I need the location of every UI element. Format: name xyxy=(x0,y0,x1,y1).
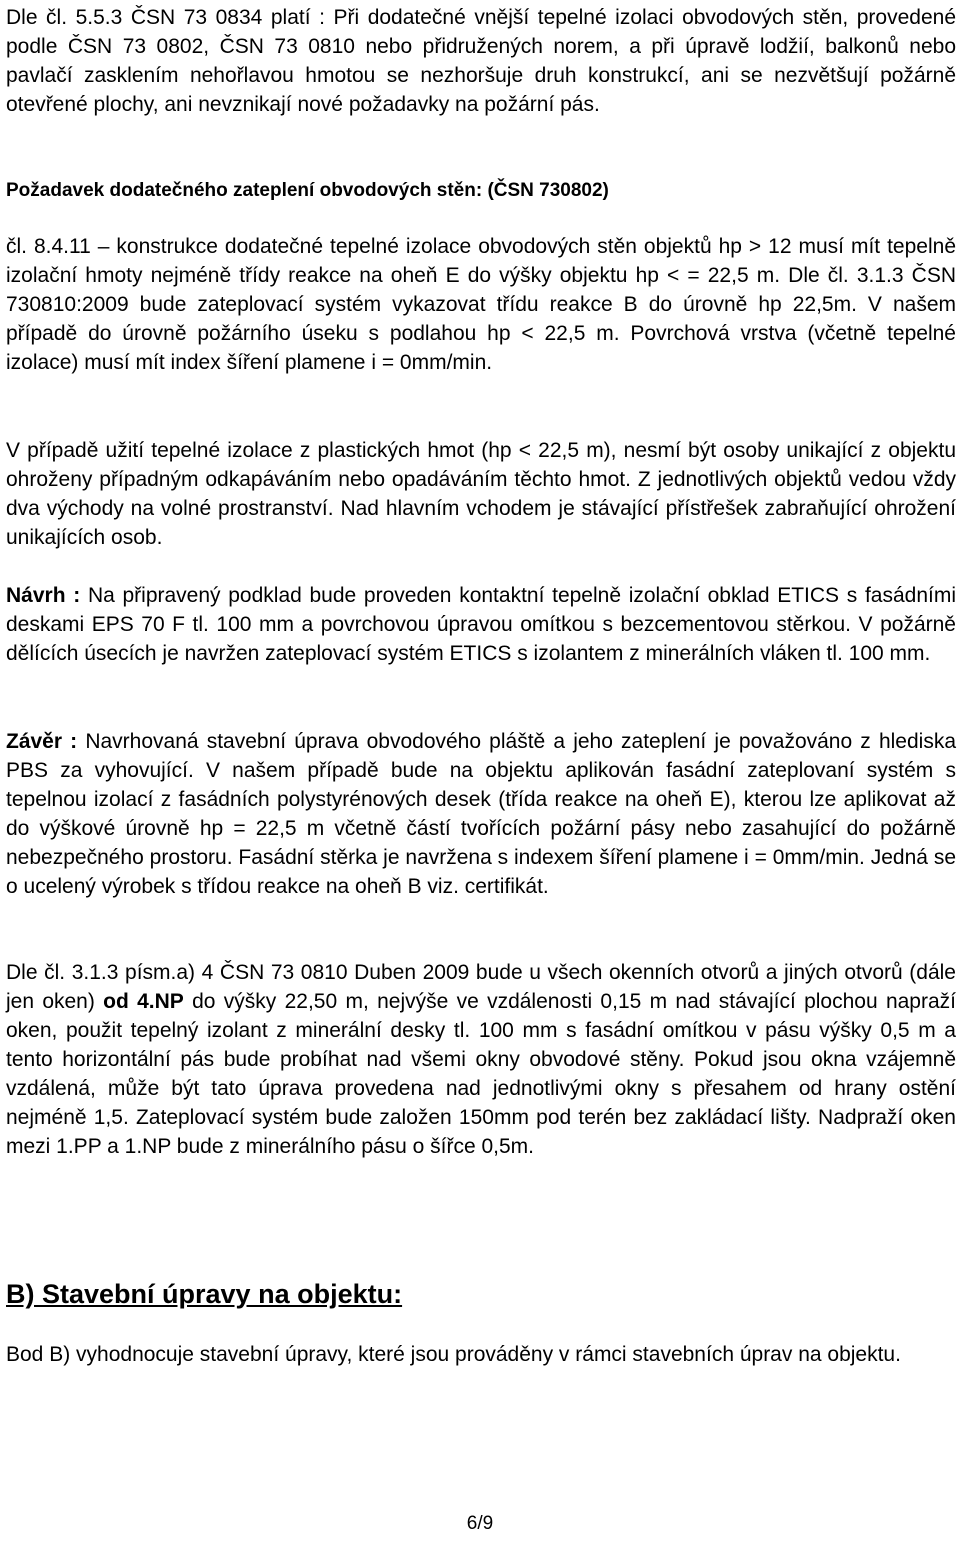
zaver-label: Závěr : xyxy=(6,730,78,753)
page-number: 6/9 xyxy=(466,1513,494,1534)
navrh-text: Na připravený podklad bude proveden kontaktní tepelně izolační obklad ETICS s fasádními deskami EPS 70 F tl. 100 mm a povrchovou úpravou omítkou s bezcementovou stěrkou. V požárně dělících úsecích je navržen zateplovací systém ETICS s izolantem z minerálních vláken tl. 100 mm. xyxy=(6,584,957,665)
paragraph-csn-730834: Dle čl. 5.5.3 ČSN 73 0834 platí : Při dodatečné vnější tepelné izolaci obvodových stěn, provedené podle ČSN 73 0802, ČSN 73 0810 nebo přidružených norem, a při úpravě lodžií, balkonů nebo pavlačí zasklením nehořlavou hmotou se nezhoršuje druh konstrukcí, ani se nezvětšují požárně otevřené plochy, ani nevznikají nové požadavky na požární pás. xyxy=(6,6,956,116)
paragraph-bod-b: Bod B) vyhodnocuje stavební úpravy, které jsou prováděny v rámci stavebních úprav na objektu. xyxy=(6,1343,901,1366)
paragraph-cl-3-1-3 xyxy=(6,958,956,1161)
paragraph-navrh xyxy=(6,581,956,668)
section-heading-stavebni-upravy: B) Stavební úpravy na objektu: xyxy=(6,1279,403,1309)
paragraph-plasticke-hmoty: V případě užití tepelné izolace z plastických hmot (hp < 22,5 m), nesmí být osoby unikající z objektu ohroženy případným odkapáváním nebo opadáváním těchto hmot. Z jednotlivých objektů vedou vždy dva východy na volné prostranství. Nad hlavním vchodem je stávající přístřešek zabraňující ohrožení unikajících osob. xyxy=(6,439,956,549)
section-heading-zatepleni: Požadavek dodatečného zateplení obvodových stěn: (ČSN 730802) xyxy=(6,180,609,201)
paragraph-cl-8-4-11: čl. 8.4.11 – konstrukce dodatečné tepelné izolace obvodových stěn objektů hp > 12 musí mít tepelně izolační hmoty nejméně třídy reakce na oheň E do výšky objektu hp < = 22,5 m. Dle čl. 3.1.3 ČSN 730810:2009 bude zateplovací systém vykazovat třídu reakce B do úrovně hp 22,5m. V našem případě do úrovně požárního úseku s podlahou hp < 22,5 m. Povrchová vrstva (včetně tepelné izolace) musí mít index šíření plamene i = 0mm/min. xyxy=(6,235,956,374)
zaver-text: Navrhovaná stavební úprava obvodového pláště a jeho zateplení je považováno z hlediska PBS za vyhovující. V našem případě bude na objektu aplikován fasádní zateplovaní systém s tepelnou izolací z fasádních polystyrénových desek (třída reakce na oheň E), kterou lze aplikovat až do výškové úrovně hp = 22,5 m včetně částí tvořících požární pásy nebo zasahující do požárně nebezpečného prostoru. Fasádní stěrka je navržena s indexem šíření plamene i = 0mm/min. Jedná se o ucelený výrobek s třídou reakce na oheň B viz. certifikát. xyxy=(6,730,956,898)
paragraph-zaver xyxy=(6,727,956,901)
navrh-label: Návrh : xyxy=(6,584,81,607)
cl-3-1-3-bold: od 4.NP xyxy=(103,990,184,1013)
cl-3-1-3-text-a: Dle čl. 3.1.3 písm.a) 4 ČSN 73 0810 Duben 2009 bude u všech okenních otvorů a jiných otvorů (dále jen oken) xyxy=(6,961,956,1013)
cl-3-1-3-text-b: do výšky 22,50 m, nejvýše ve vzdálenosti 0,15 m nad stávající plochou napraží oken, použit tepelný izolant z minerální desky tl. 100 mm s fasádní omítkou v pásu výšky 0,5 m a tento horizontální pás bude probíhat nad všemi okny obvodové stěny. Pokud jsou okna vzájemně vzdálená, může být tato úprava provedena nad jednotlivými okny s přesahem od hrany ostění nejméně 1,5. Zateplovací systém bude založen 150mm pod terén bez zakládací lišty. Nadpraží oken mezi 1.PP a 1.NP bude z minerálního pásu o šířce 0,5m. xyxy=(6,990,956,1158)
